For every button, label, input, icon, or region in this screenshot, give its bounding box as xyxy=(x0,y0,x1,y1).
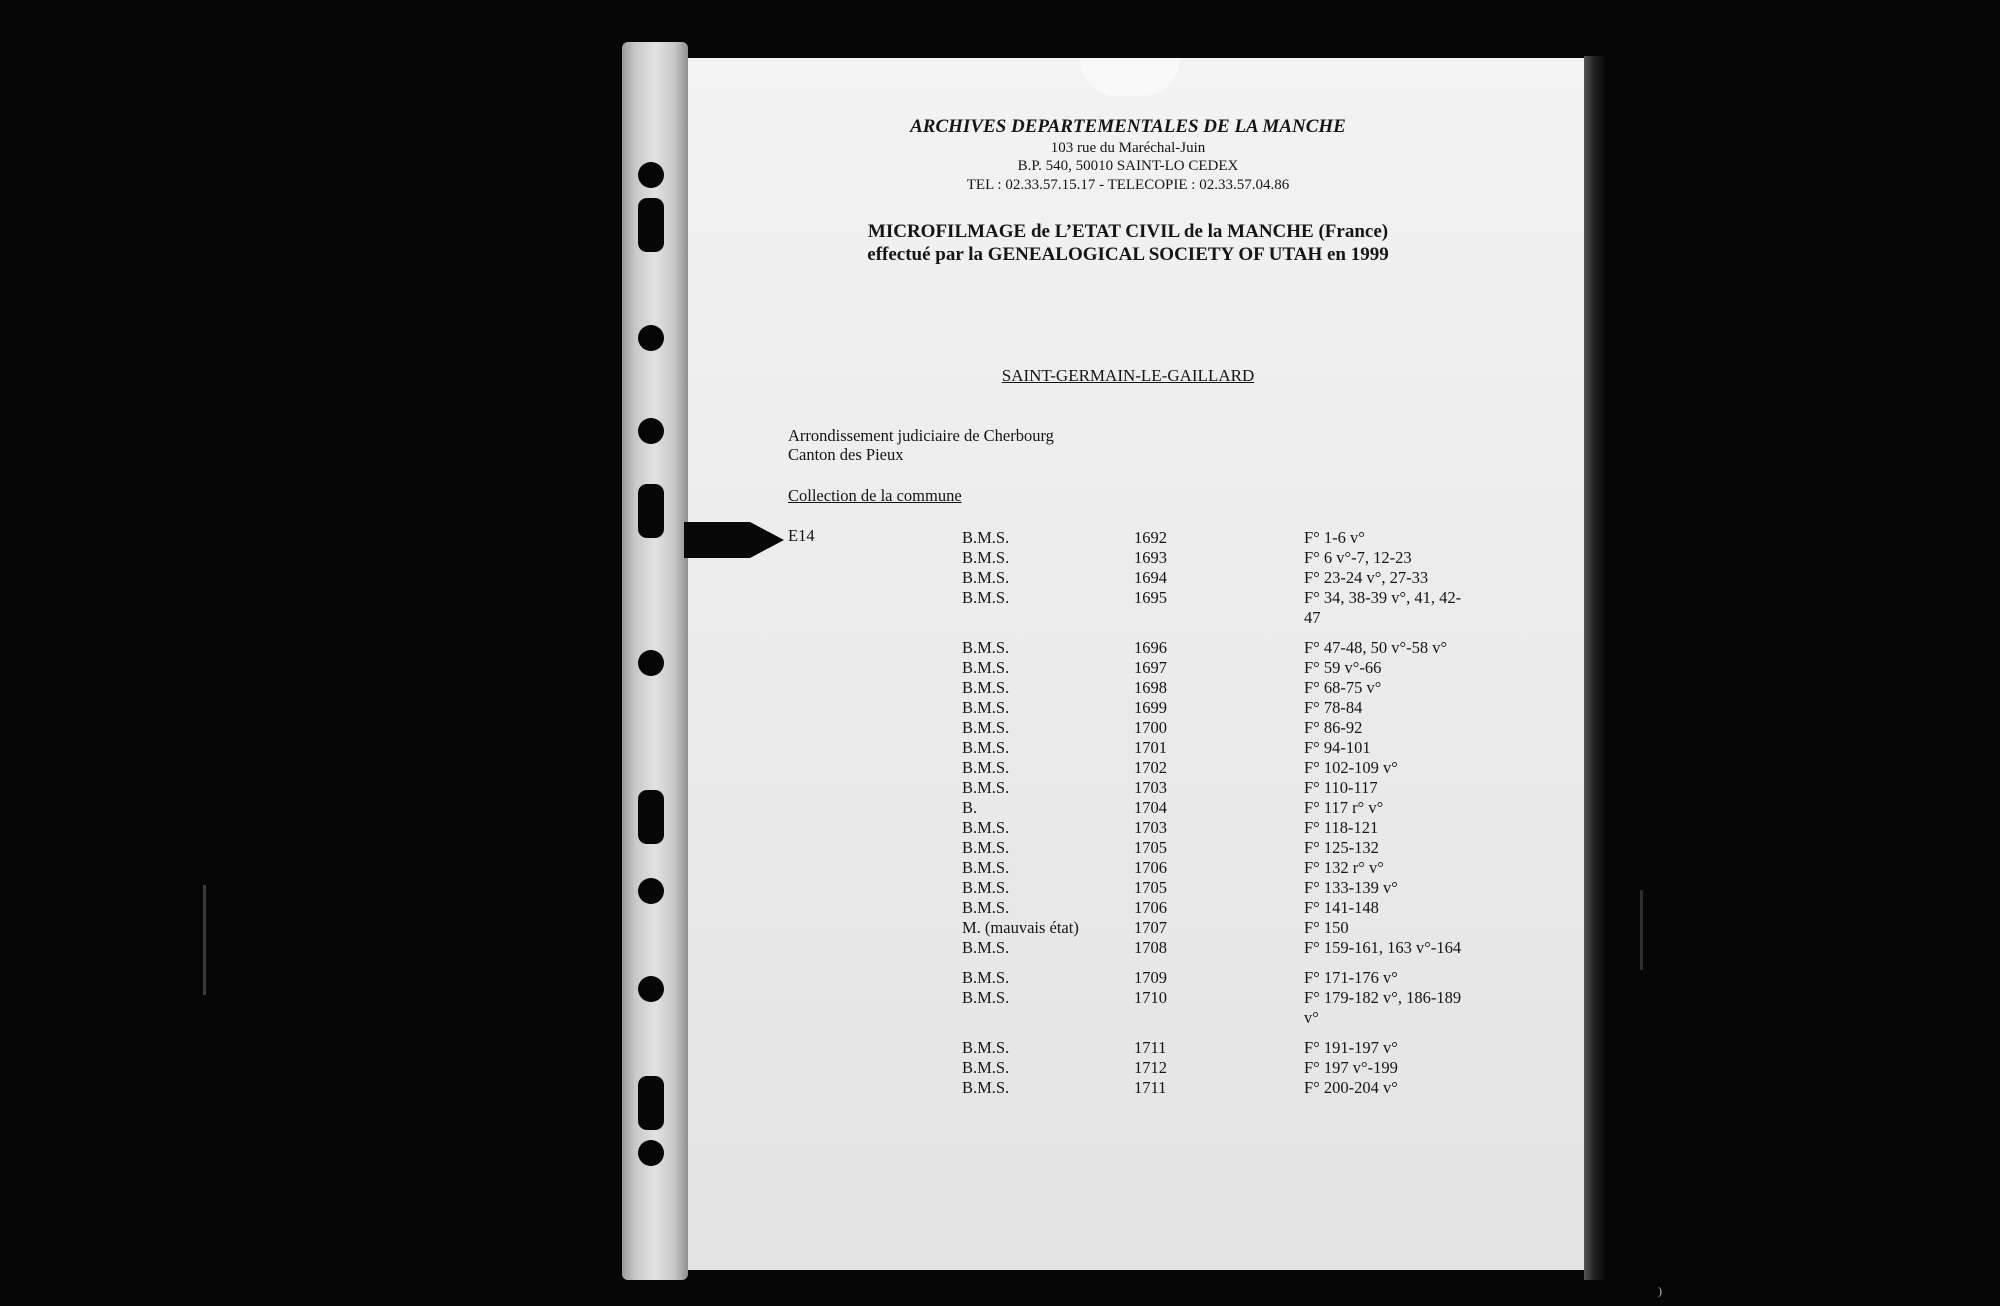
register-row xyxy=(962,548,1482,568)
record-type: B.M.S. xyxy=(962,568,1010,587)
register-row xyxy=(962,898,1482,918)
record-year: 1705 xyxy=(1134,878,1167,897)
record-year: 1702 xyxy=(1134,758,1167,777)
canton-text: Canton des Pieux xyxy=(788,445,904,464)
page-edge-shadow xyxy=(1584,56,1604,1280)
record-year: 1701 xyxy=(1134,738,1167,757)
record-type: B.M.S. xyxy=(962,698,1010,717)
record-year: 1693 xyxy=(1134,548,1167,567)
register-row xyxy=(962,798,1482,818)
record-year: 1706 xyxy=(1134,858,1167,877)
record-type: B.M.S. xyxy=(962,738,1010,757)
record-type: B.M.S. xyxy=(962,898,1010,917)
postal-line: B.P. 540, 50010 SAINT-LO CEDEX xyxy=(1017,158,1239,174)
record-year: 1699 xyxy=(1134,698,1167,717)
record-folios: F° 133-139 v° xyxy=(1304,878,1398,897)
register-row xyxy=(962,988,1482,1028)
record-year: 1707 xyxy=(1134,918,1167,937)
archives-title: ARCHIVES DEPARTEMENTALES DE LA MANCHE xyxy=(910,116,1346,137)
register-row xyxy=(962,858,1482,878)
record-folios: F° 59 v°-66 xyxy=(1304,658,1382,677)
punch-hole xyxy=(638,484,664,538)
record-year: 1703 xyxy=(1134,818,1167,837)
record-year: 1704 xyxy=(1134,798,1167,817)
register-row xyxy=(962,878,1482,898)
record-year: 1711 xyxy=(1134,1038,1167,1057)
record-year: 1706 xyxy=(1134,898,1167,917)
record-year: 1708 xyxy=(1134,938,1167,957)
record-year: 1703 xyxy=(1134,778,1167,797)
register-row xyxy=(962,1058,1482,1078)
record-year: 1696 xyxy=(1134,638,1167,657)
record-folios: F° 141-148 xyxy=(1304,898,1379,917)
record-type: B.M.S. xyxy=(962,658,1010,677)
record-year: 1705 xyxy=(1134,838,1167,857)
record-type: B.M.S. xyxy=(962,818,1010,837)
punch-hole xyxy=(638,878,664,904)
record-year: 1698 xyxy=(1134,678,1167,697)
record-type: B.M.S. xyxy=(962,758,1010,777)
collection-heading: Collection de la commune xyxy=(788,486,962,505)
record-type: B.M.S. xyxy=(962,1078,1010,1097)
register-row xyxy=(962,658,1482,678)
record-type: B. xyxy=(962,798,978,817)
record-type: B.M.S. xyxy=(962,988,1010,1007)
register-row xyxy=(962,698,1482,718)
record-folios: F° 171-176 v° xyxy=(1304,968,1398,987)
register-list xyxy=(962,528,1482,1098)
register-row xyxy=(962,818,1482,838)
record-type: B.M.S. xyxy=(962,1058,1010,1077)
record-type: M. (mauvais état) xyxy=(962,918,1079,937)
record-folios: F° 117 r° v° xyxy=(1304,798,1384,817)
register-row xyxy=(962,528,1482,548)
register-row xyxy=(962,938,1482,958)
punch-hole xyxy=(638,1140,664,1166)
record-folios: F° 197 v°-199 xyxy=(1304,1058,1398,1077)
record-folios: F° 179-182 v°, 186-189 v° xyxy=(1304,988,1462,1027)
record-folios: F° 102-109 v° xyxy=(1304,758,1398,777)
record-type: B.M.S. xyxy=(962,838,1010,857)
microfilm-subtitle: effectué par la GENEALOGICAL SOCIETY OF UTAH en 1999 xyxy=(867,244,1389,265)
record-folios: F° 94-101 xyxy=(1304,738,1371,757)
record-folios: F° 159-161, 163 v°-164 xyxy=(1304,938,1462,957)
record-folios: F° 34, 38-39 v°, 41, 42-47 xyxy=(1304,588,1462,627)
binder-strip xyxy=(622,42,688,1280)
register-row xyxy=(962,918,1482,938)
register-row xyxy=(962,968,1482,988)
record-type: B.M.S. xyxy=(962,528,1010,547)
punch-hole xyxy=(638,790,664,844)
register-row xyxy=(962,1078,1482,1098)
record-folios: F° 118-121 xyxy=(1304,818,1379,837)
register-row xyxy=(962,568,1482,588)
arrondissement-text: Arrondissement judiciaire de Cherbourg xyxy=(788,426,1054,445)
record-folios: F° 125-132 xyxy=(1304,838,1379,857)
record-folios: F° 191-197 v° xyxy=(1304,1038,1398,1057)
film-edge-tick: ) xyxy=(1658,1284,1662,1298)
record-type: B.M.S. xyxy=(962,778,1010,797)
register-row xyxy=(962,678,1482,698)
film-edge-mark xyxy=(1640,890,1643,970)
address-line: 103 rue du Maréchal-Juin xyxy=(1050,140,1206,156)
register-row xyxy=(962,838,1482,858)
cote-label: E14 xyxy=(788,526,815,545)
record-type: B.M.S. xyxy=(962,938,1010,957)
microfilm-title: MICROFILMAGE de L’ETAT CIVIL de la MANCHE (France) xyxy=(867,221,1389,242)
record-folios: F° 110-117 xyxy=(1304,778,1378,797)
punch-hole xyxy=(638,325,664,351)
punch-hole xyxy=(638,162,664,188)
record-type: B.M.S. xyxy=(962,678,1010,697)
record-folios: F° 6 v°-7, 12-23 xyxy=(1304,548,1412,567)
record-folios: F° 150 xyxy=(1304,918,1349,937)
record-year: 1695 xyxy=(1134,588,1167,607)
record-folios: F° 200-204 v° xyxy=(1304,1078,1398,1097)
register-row xyxy=(962,778,1482,798)
record-year: 1694 xyxy=(1134,568,1167,587)
record-year: 1710 xyxy=(1134,988,1167,1007)
record-folios: F° 132 r° v° xyxy=(1304,858,1384,877)
record-year: 1697 xyxy=(1134,658,1167,677)
record-year: 1712 xyxy=(1134,1058,1167,1077)
film-edge-mark xyxy=(203,885,206,995)
record-year: 1711 xyxy=(1134,1078,1167,1097)
record-type: B.M.S. xyxy=(962,588,1010,607)
register-row xyxy=(962,1038,1482,1058)
register-row xyxy=(962,758,1482,778)
record-type: B.M.S. xyxy=(962,638,1010,657)
record-folios: F° 78-84 xyxy=(1304,698,1363,717)
register-row xyxy=(962,588,1482,628)
register-row xyxy=(962,738,1482,758)
phone-line: TEL : 02.33.57.15.17 - TELECOPIE : 02.33.57.04.86 xyxy=(966,177,1290,193)
punch-hole xyxy=(638,418,664,444)
record-type: B.M.S. xyxy=(962,858,1010,877)
punch-hole xyxy=(638,976,664,1002)
record-folios: F° 86-92 xyxy=(1304,718,1363,737)
record-folios: F° 1-6 v° xyxy=(1304,528,1365,547)
record-folios: F° 68-75 v° xyxy=(1304,678,1382,697)
commune-name: SAINT-GERMAIN-LE-GAILLARD xyxy=(1001,366,1255,385)
record-type: B.M.S. xyxy=(962,1038,1010,1057)
record-year: 1692 xyxy=(1134,528,1167,547)
record-type: B.M.S. xyxy=(962,718,1010,737)
record-type: B.M.S. xyxy=(962,968,1010,987)
punch-hole xyxy=(638,1076,664,1130)
record-type: B.M.S. xyxy=(962,548,1010,567)
punch-hole xyxy=(638,650,664,676)
record-folios: F° 23-24 v°, 27-33 xyxy=(1304,568,1429,587)
punch-hole xyxy=(638,198,664,252)
register-row xyxy=(962,638,1482,658)
register-row xyxy=(962,718,1482,738)
record-year: 1709 xyxy=(1134,968,1167,987)
record-type: B.M.S. xyxy=(962,878,1010,897)
record-year: 1700 xyxy=(1134,718,1167,737)
record-folios: F° 47-48, 50 v°-58 v° xyxy=(1304,638,1448,657)
